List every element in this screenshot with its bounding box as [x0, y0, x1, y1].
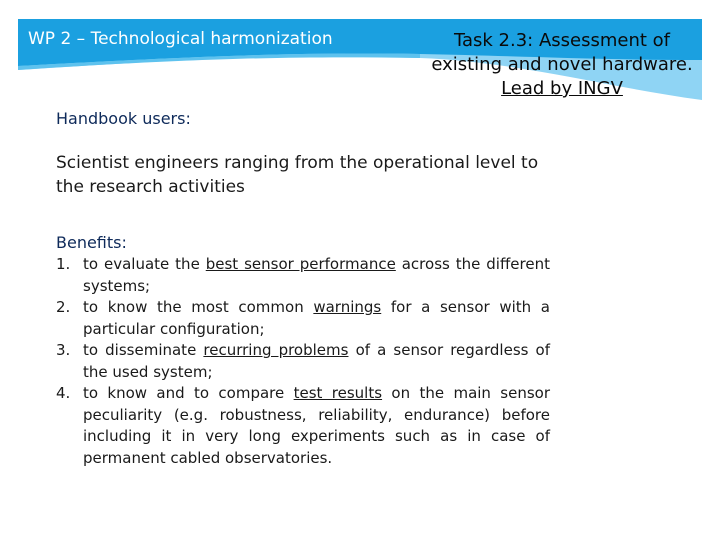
benefit-number: 2.: [56, 298, 71, 316]
benefit-number: 1.: [56, 255, 71, 273]
benefit-highlight: recurring problems: [203, 341, 349, 359]
benefit-text: on the main sensor peculiarity (e.g. robustness, reliability, endurance) before including it in very long experiments such as in case of permanent cabled observatories.: [83, 384, 551, 467]
benefit-number: 3.: [56, 341, 71, 359]
benefits-list: [56, 254, 550, 469]
benefit-text: to disseminate: [83, 341, 204, 359]
workpackage-title: WP 2 – Technological harmonization: [28, 29, 333, 49]
benefit-highlight: test results: [293, 384, 383, 402]
benefit-number: 4.: [56, 384, 71, 402]
task-title-line2: existing and novel hardware.: [431, 54, 693, 75]
benefit-text: to know the most common: [83, 298, 314, 316]
benefit-item: [56, 254, 550, 297]
benefit-item: [56, 383, 550, 469]
benefit-item: [56, 340, 550, 383]
benefit-text: for a sensor with a particular configuration;: [83, 298, 550, 338]
benefit-text: across the different systems;: [83, 255, 550, 295]
handbook-users-label: Handbook users:: [56, 109, 191, 128]
task-title: [412, 29, 712, 101]
benefit-highlight: warnings: [313, 298, 382, 316]
task-lead: Lead by INGV: [501, 78, 623, 99]
task-title-line1: Task 2.3: Assessment of: [453, 30, 671, 51]
benefit-text: to evaluate the: [83, 255, 206, 273]
benefits-label: Benefits:: [56, 233, 127, 252]
benefit-item: [56, 297, 550, 340]
benefit-highlight: best sensor performance: [205, 255, 396, 273]
benefit-text: of a sensor regardless of the used system;: [83, 341, 551, 381]
benefit-text: to know and to compare: [83, 384, 294, 402]
handbook-users-description: Scientist engineers ranging from the operational level to the research activities: [56, 153, 539, 197]
